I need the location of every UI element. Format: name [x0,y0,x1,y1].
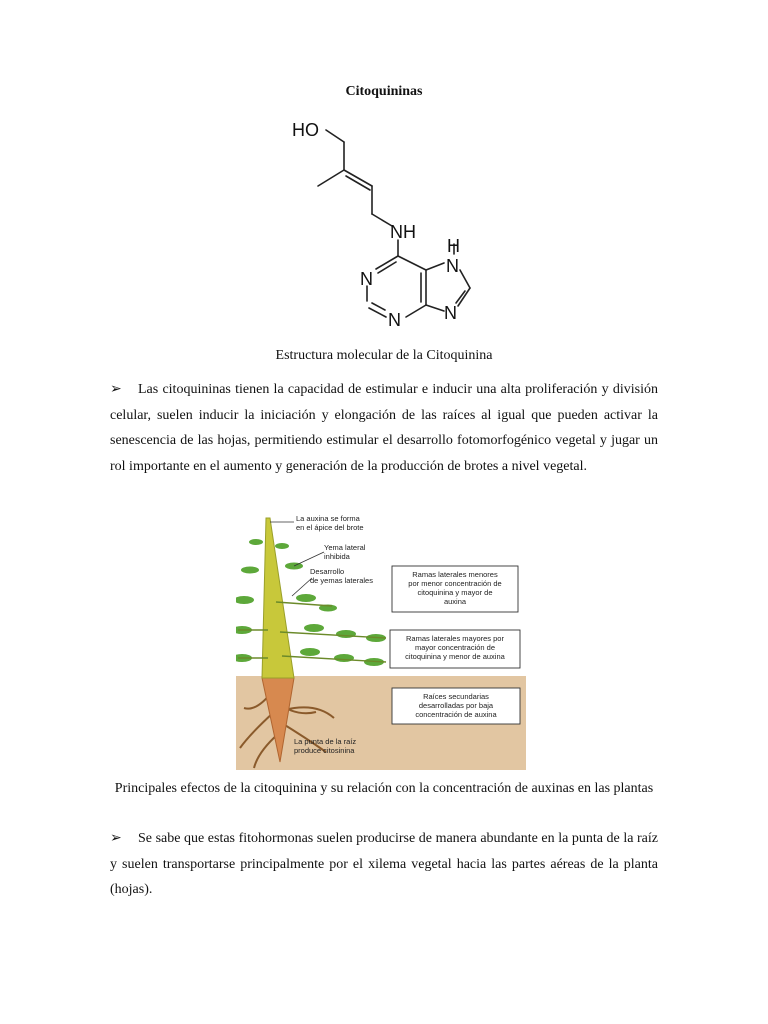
label-apex: La auxina se forma [296,514,360,523]
box3-line3: concentración de auxina [415,710,497,719]
label-root-tip-2: produce citosinina [294,746,355,755]
plant-cytokinin-diagram [236,512,526,770]
atom-n-right-bottom: N [444,303,457,323]
annotation-box-1 [392,566,518,612]
box1-line2: por menor concentración de [408,579,502,588]
box1-line3: citoquinina y mayor de [417,588,493,597]
box2-line1: Ramas laterales mayores por [406,634,504,643]
box1-line1: Ramas laterales menores [412,570,498,579]
paragraph-1-text: Las citoquininas tienen la capacidad de estimular e inducir una alta proliferación y división celular, suelen inducir la iniciación y elongación de las raíces al igual que pueden activar la senescencia de las hojas, permitiendo estimular el desarrollo fotomorfogénico vegetal y jugar un rol importante en el aumento y generación de la producción de brotes a nivel vegetal. [110,382,658,474]
label-yema: Yema lateral [324,543,366,552]
atom-h: H [447,236,460,256]
bullet-arrow-icon: ➢ [110,831,122,846]
annotation-box-3 [392,688,520,724]
box2-line2: mayor concentración de [414,643,496,652]
paragraph-1 [110,377,658,479]
figure2-caption: Principales efectos de la citoquinina y su relación con la concentración de auxinas en las plantas [114,781,654,796]
atom-n-right-top: N [446,256,459,276]
atom-ho: HO [292,120,319,140]
paragraph-2-text: Se sabe que estas fitohormonas suelen producirse de manera abundante en la punta de la raíz y suelen transportarse principalmente por el xilema vegetal hacia las partes aéreas de la planta (hojas). [110,831,658,897]
label-yema-2: inhibida [324,552,350,561]
box3-line1: Raíces secundarias [423,692,489,701]
label-apex-2: en el ápice del brote [296,523,364,532]
label-desarrollo-2: de yemas laterales [310,576,373,585]
molecule-drawing [280,110,510,335]
label-desarrollo: Desarrollo [310,567,345,576]
box1-line4: auxina [443,597,467,606]
bullet-arrow-icon: ➢ [110,382,122,397]
box2-line3: citoquinina y menor de auxina [405,652,505,661]
annotation-box-2 [390,630,520,668]
box3-line2: desarrolladas por baja [418,701,494,710]
figure1-caption: Estructura molecular de la Citoquinina [275,348,493,363]
cytokinin-molecule-structure [280,110,510,335]
page-title: Citoquininas [345,84,423,99]
paragraph-2 [110,826,658,903]
atom-nh: NH [390,222,416,242]
label-root-tip: La punta de la raíz [294,737,357,746]
plant-illustration [236,512,526,770]
atom-n-bottom: N [388,310,401,330]
atom-n-left: N [360,269,373,289]
